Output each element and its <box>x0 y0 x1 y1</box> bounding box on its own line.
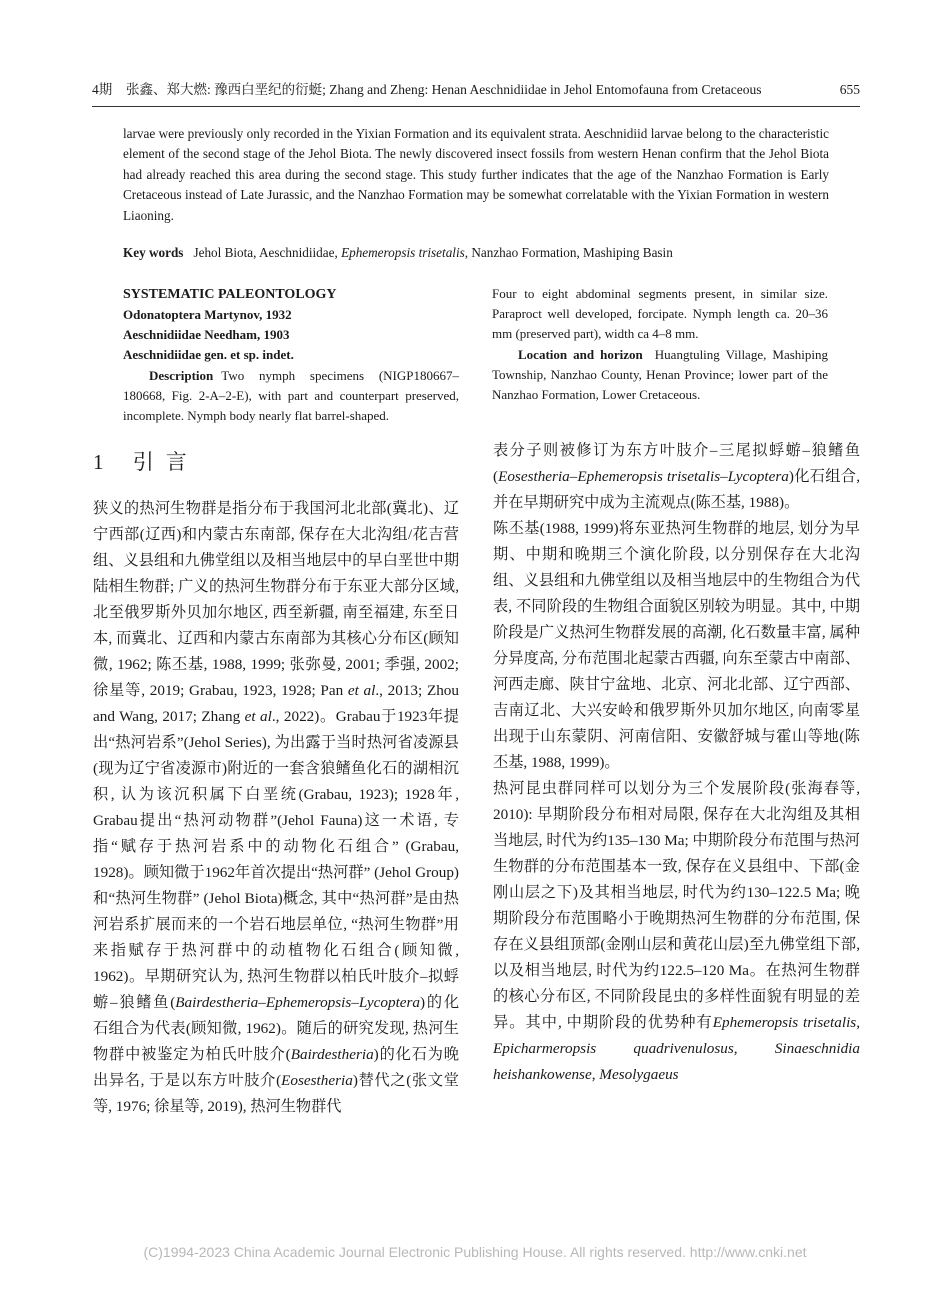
taxon-genus: Aeschnidiidae gen. et sp. indet. <box>123 347 294 363</box>
italic-run: Ephemeropsis trisetalis <box>712 1014 857 1031</box>
keywords <box>123 243 829 263</box>
taxon-family: Aeschnidiidae Needham, 1903 <box>123 327 290 343</box>
text-run: 热河昆虫群同样可以划分为三个发展阶段(张海春等, 2010): 早期阶段分布相对局限, 保存在大北沟组及其相当地层, 时代为约135–130 Ma; 中期阶段分布范围与热河生物群的分布范围基本一致, 保存在义县组中、下部(金刚山层之下)及其相当地层, 时代为约130–122.5 Ma; 晚期阶段分布范围略小于晚期热河生物群的分布范围, 保存在义县组顶部(金刚山层和黄花山层)至九佛堂组下部, 以及相当地层, 时代为约122.5–120 Ma。在热河生物群的核心分布区, 不同阶段昆虫的多样性面貌有明显的差异。其中, 中期阶段的优势种有 <box>493 780 860 1031</box>
systematic-paleontology-left <box>123 285 459 426</box>
description-continued: Four to eight abdominal segments present, in similar size. Paraproct well developed, forcipate. Nymph length ca. 20–36 mm (preserved part), width ca 4–8 mm. <box>492 286 828 342</box>
keywords-text-b: , Nanzhao Formation, Mashiping Basin <box>464 245 673 260</box>
text-run: 表分子则被修订为东方叶肢介–三尾拟蜉蝣–狼鳍鱼( <box>493 442 860 485</box>
italic-run: et al <box>347 682 376 699</box>
body-column-left <box>93 496 459 1120</box>
systematic-paleontology-right <box>492 284 828 405</box>
italic-run: Eosestheria–Ephemeropsis trisetalis–Lycoptera <box>498 468 789 485</box>
body-paragraph <box>493 776 860 1088</box>
text-run: ., 2013; Zhou and Wang, 2017; Zhang <box>93 682 459 725</box>
italic-run: et al <box>244 708 272 725</box>
text-run: , <box>591 1066 600 1083</box>
text-run: , <box>733 1040 775 1057</box>
section-heading <box>93 448 199 476</box>
section-title: 引言 <box>132 450 199 474</box>
description-text: Two nymph specimens (NIGP180667–180668, Fig. 2-A–2-E), with part and counterpart preserved, incomplete. Nymph body nearly flat barrel-shaped. <box>123 367 459 424</box>
description-paragraph <box>123 366 459 427</box>
body-paragraph: 陈丕基(1988, 1999)将东亚热河生物群的地层, 划分为早期、中期和晚期三个演化阶段, 以分别保存在大北沟组、义县组和九佛堂组以及相当地层中的生物组合为代表, 不同阶段的生物组合面貌区别较为明显。其中, 中期阶段是广义热河生物群发展的高潮, 化石数量丰富, 属种分异度高, 分布范围北起蒙古西疆, 向东至蒙古中南部、河西走廊、陕甘宁盆地、北京、河北北部、辽宁西部、吉南辽北、大兴安岭和俄罗斯外贝加尔地区, 向南零星出现于山东蒙阴、河南信阳、安徽舒城与霍山等地(陈丕基, 1988, 1999)。 <box>493 520 860 771</box>
text-run: 狭义的热河生物群是指分布于我国河北北部(冀北)、辽宁西部(辽西)和内蒙古东南部, 保存在大北沟组/花吉营组、义县组和九佛堂组以及相当地层中的早白垩世中期陆相生物群; 广义的热河生物群分布于东亚大部分区域, 北至俄罗斯外贝加尔地区, 西至新疆, 南至福建, 东至日本, 而冀北、辽西和内蒙古东南部为其核心分布区(顾知微, 1962; 陈丕基, 1988, 1999; 张弥曼, 2001; 季强, 2002; 徐星等, 2019; Grabau, 1923, 1928; Pan <box>93 500 459 699</box>
body-paragraph <box>93 496 459 1120</box>
italic-run: Mesolygaeus <box>599 1066 679 1083</box>
body-paragraph <box>493 438 860 516</box>
text-run: ., 2022)。Grabau于1923年提出“热河岩系”(Jehol Series), 为出露于当时热河省凌源县(现为辽宁省凌源市)附近的一套含狼鳍鱼化石的湖相沉积, 认为该沉积属下白垩统(Grabau, 1923); 1928年, Grabau提出“热河动物群”(Jehol Fauna)这一术语, 专指“赋存于热河岩系中的动物化石组合” (Grabau, 1928)。顾知微于1962年首次提出“热河群” (Jehol Group)和“热河生物群” (Jehol Biota)概念, 其中“热河群”是由热河岩系扩展而来的一个岩石地层单位, “热河生物群”用来指赋存于热河群中的动植物化石组合(顾知微, 1962)。早期研究认为, 热河生物群以柏氏叶肢介–拟蜉蝣–狼鳍鱼( <box>93 708 459 1011</box>
italic-run: Bairdestheria <box>290 1046 374 1063</box>
issue-number: 4期 <box>92 82 113 97</box>
location-paragraph <box>492 345 828 406</box>
italic-run: Eosestheria <box>281 1072 353 1089</box>
abstract-text: larvae were previously only recorded in the Yixian Formation and its equivalent strata. Aeschnidiid larvae belong to the characteristic element of the second stage of the Jehol Biota. The newly discovered insect fossils from western Henan confirm that the Jehol Biota had already reached this area during the second stage. This study further indicates that the age of the Nanzhao Formation is Early Cretaceous instead of Late Jurassic, and the Nanzhao Formation may be somewhat correlatable with the Yixian Formation in western Liaoning. <box>123 126 829 223</box>
location-text: Huangtuling Village, Mashiping Township, Nanzhao County, Henan Province; lower part of the Nanzhao Formation, Lower Cretaceous. <box>492 346 829 403</box>
text-run: , <box>856 1014 860 1031</box>
systematic-heading: SYSTEMATIC PALEONTOLOGY <box>123 287 337 302</box>
text-run: )替代之(张文堂等, 1976; 徐星等, 2019), 热河生物群代 <box>93 1072 459 1115</box>
italic-run: Bairdestheria–Ephemeropsis–Lycoptera <box>175 994 421 1011</box>
description-label: Description <box>149 367 214 383</box>
text-run: )化石组合, 并在早期研究中成为主流观点(陈丕基, 1988)。 <box>493 468 861 511</box>
copyright-footer: (C)1994-2023 China Academic Journal Electronic Publishing House. All rights reserved. http://www.cnki.net <box>143 1244 807 1260</box>
italic-run: Epicharmeropsis quadrivenulosus <box>493 1040 734 1057</box>
running-header <box>92 80 860 107</box>
keywords-text-a: Jehol Biota, Aeschnidiidae, <box>193 245 342 260</box>
running-title: 张鑫、郑大燃: 豫西白垩纪的衍蜓; Zhang and Zheng: Henan Aeschnidiidae in Jehol Entomofauna from Cretaceous <box>126 82 762 97</box>
body-column-right <box>493 438 860 1088</box>
keywords-label: Key words <box>123 245 184 260</box>
text-run: )的化石为晚出异名, 于是以东方叶肢介( <box>93 1046 459 1089</box>
keywords-species: Ephemeropsis trisetalis <box>341 245 465 260</box>
section-number: 1 <box>93 450 116 474</box>
location-label: Location and horizon <box>518 346 643 362</box>
italic-run: Sinaeschnidia heishankowense <box>493 1040 860 1083</box>
page-number: 655 <box>839 82 860 97</box>
taxon-order: Odonatoptera Martynov, 1932 <box>123 307 292 322</box>
text-run: )的化石组合为代表(顾知微, 1962)。随后的研究发现, 热河生物群中被鉴定为柏氏叶肢介( <box>93 994 460 1063</box>
